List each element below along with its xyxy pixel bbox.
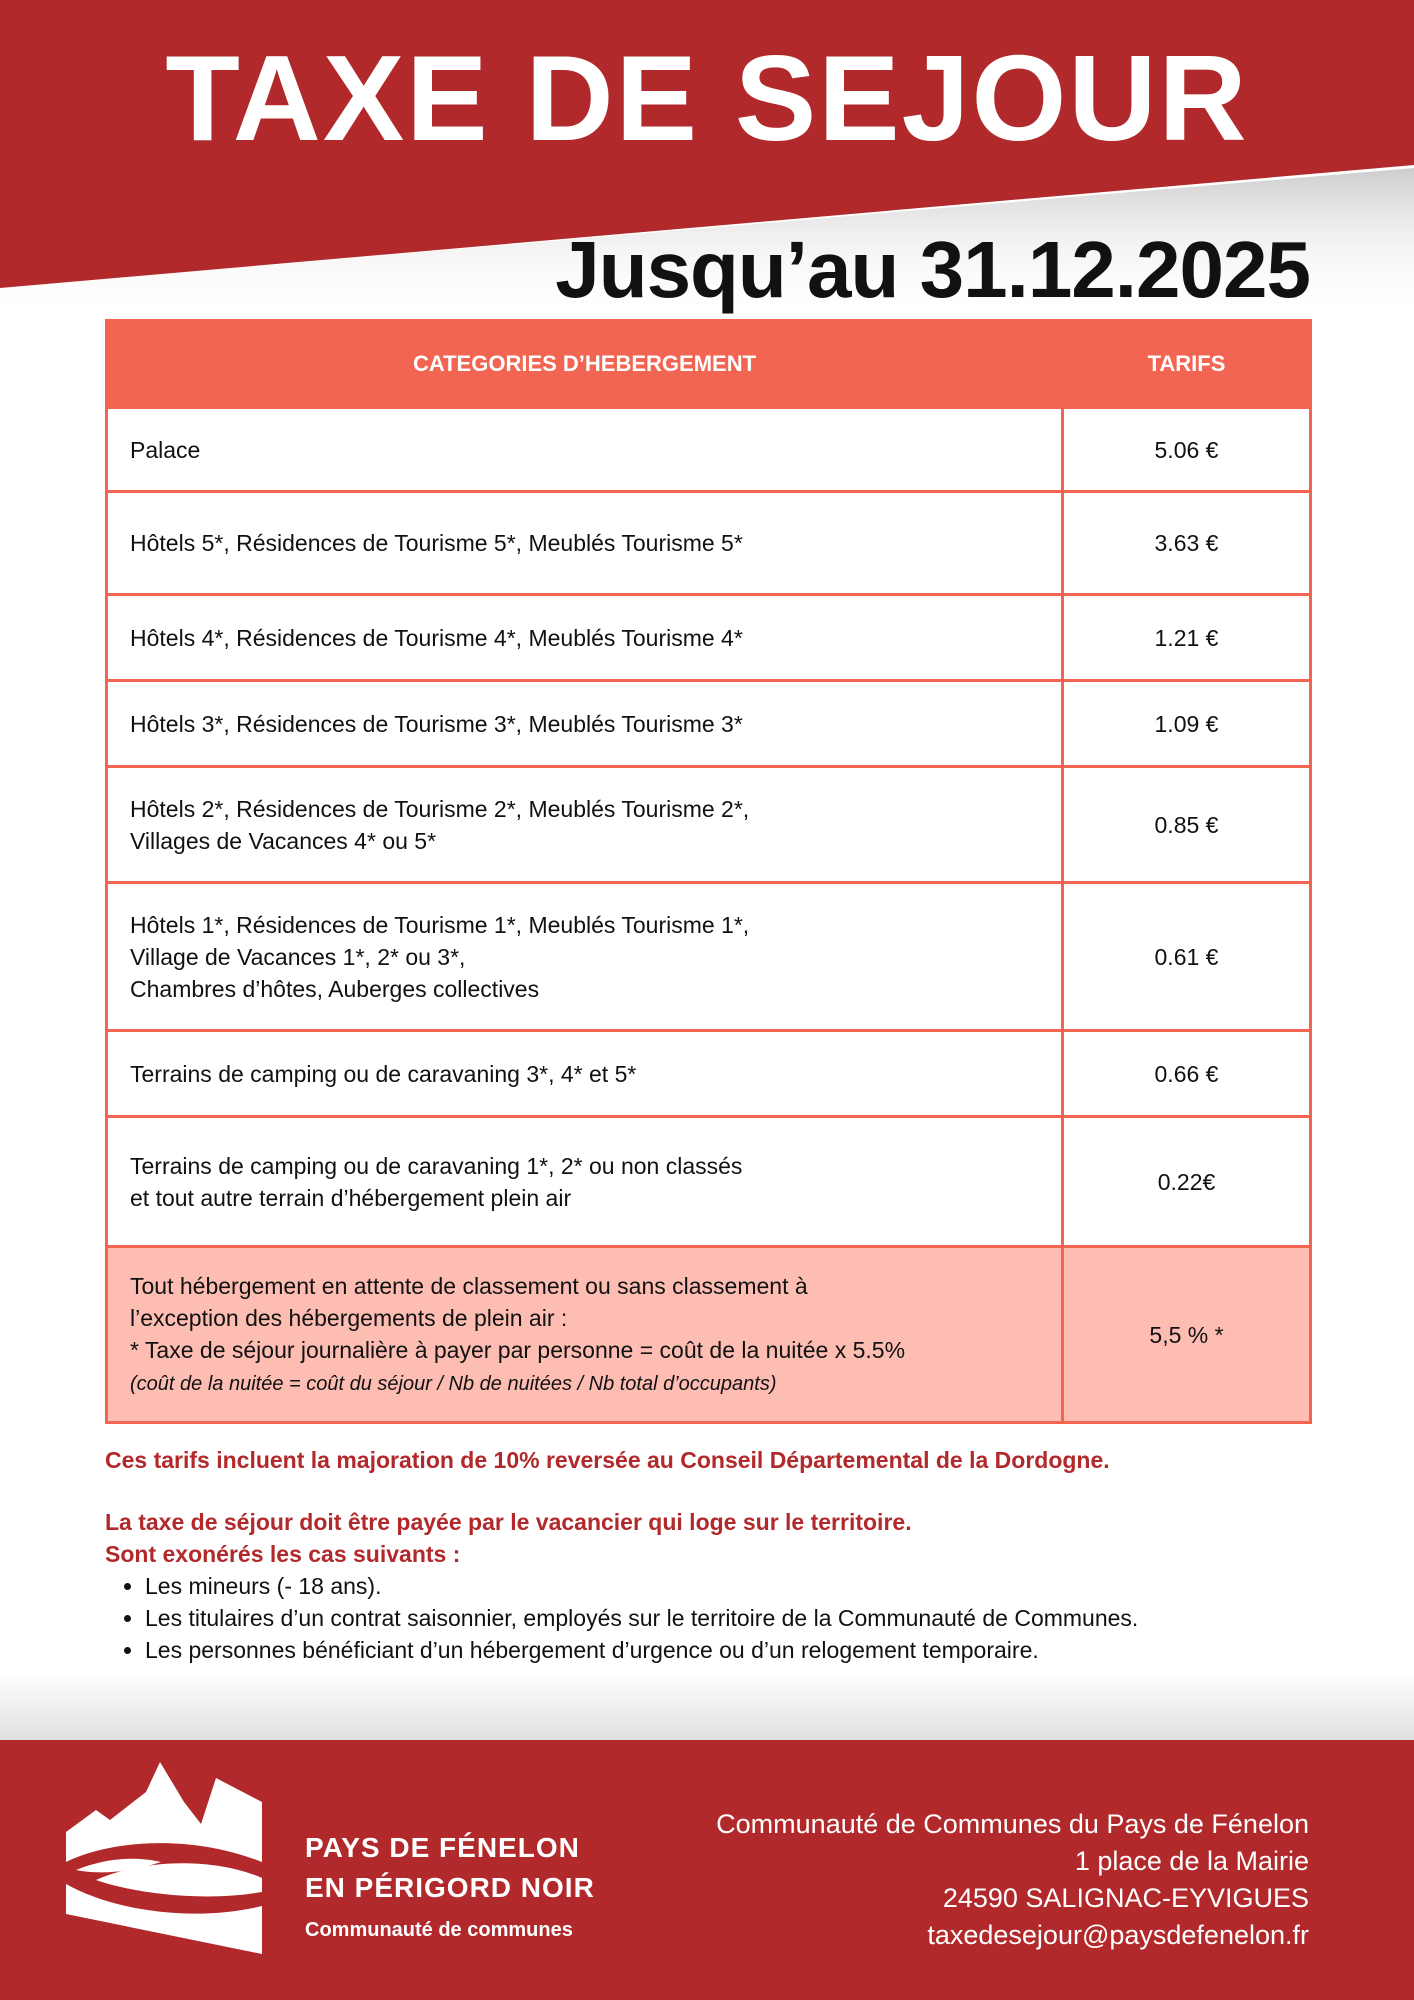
logo-line-1: PAYS DE FÉNELON xyxy=(305,1832,580,1863)
category-column-header: CATEGORIES D’HEBERGEMENT xyxy=(107,321,1063,408)
category-cell: Palace xyxy=(107,408,1063,492)
contact-email-link[interactable]: taxedesejour@paysdefenelon.fr xyxy=(927,1920,1309,1950)
exemptions-title: Sont exonérés les cas suivants : xyxy=(105,1541,461,1567)
rate-column-header: TARIFS xyxy=(1063,321,1311,408)
address-line-2: 24590 SALIGNAC-EYVIGUES xyxy=(942,1883,1309,1913)
exemptions-list xyxy=(105,1570,1325,1666)
category-cell: Hôtels 5*, Résidences de Tourisme 5*, Meublés Tourisme 5* xyxy=(107,492,1063,595)
notes-section xyxy=(105,1444,1325,1666)
list-item: • Les mineurs (- 18 ans). xyxy=(145,1570,1325,1602)
table-row xyxy=(107,681,1311,767)
table-row xyxy=(107,883,1311,1031)
unclassified-accommodation-row xyxy=(107,1247,1311,1423)
table-row xyxy=(107,595,1311,681)
footer xyxy=(0,1740,1414,2000)
logo-wordmark xyxy=(305,1828,595,1948)
rate-cell: 0.22€ xyxy=(1063,1117,1311,1247)
rate-cell: 5,5 % * xyxy=(1063,1247,1311,1423)
rate-cell: 1.21 € xyxy=(1063,595,1311,681)
address-line-1: 1 place de la Mairie xyxy=(1074,1846,1309,1876)
category-cell: Terrains de camping ou de caravaning 3*, 4* et 5* xyxy=(107,1031,1063,1117)
rate-cell: 5.06 € xyxy=(1063,408,1311,492)
logo-line-3: Communauté de communes xyxy=(305,1919,573,1941)
validity-date-subtitle: Jusqu’au 31.12.2025 xyxy=(555,225,1310,314)
rate-cell: 3.63 € xyxy=(1063,492,1311,595)
table-row xyxy=(107,1031,1311,1117)
category-cell: Hôtels 1*, Résidences de Tourisme 1*, Meublés Tourisme 1*, Village de Vacances 1*, 2* ou 3*, Chambres d’hôtes, Auberges collectives xyxy=(107,883,1063,1031)
table-header-row xyxy=(107,321,1311,408)
footer-shadow xyxy=(0,1670,1414,1740)
organization-name: Communauté de Communes du Pays de Fénelon xyxy=(716,1809,1309,1839)
table-row xyxy=(107,767,1311,883)
page-title: TAXE DE SEJOUR xyxy=(165,30,1249,166)
category-cell: Hôtels 4*, Résidences de Tourisme 4*, Meublés Tourisme 4* xyxy=(107,595,1063,681)
table-row xyxy=(107,492,1311,595)
category-cell: Tout hébergement en attente de classement ou sans classement à l’exception des hébergements de plein air : * Taxe de séjour journalière à payer par personne = coût de la nuitée x 5.5% (coût de la nuitée = coût du séjour / Nb de nuitées / Nb total d’occupants) xyxy=(107,1247,1063,1423)
mountain-river-logo-icon xyxy=(66,1762,262,1958)
category-cell: Hôtels 3*, Résidences de Tourisme 3*, Meublés Tourisme 3* xyxy=(107,681,1063,767)
category-cell: Hôtels 2*, Résidences de Tourisme 2*, Meublés Tourisme 2*, Villages de Vacances 4* ou 5* xyxy=(107,767,1063,883)
cost-formula-note: (coût de la nuitée = coût du séjour / Nb de nuitées / Nb total d’occupants) xyxy=(130,1372,777,1395)
logo-line-2: EN PÉRIGORD NOIR xyxy=(305,1872,595,1903)
list-item: • Les personnes bénéficiant d’un hébergement d’urgence ou d’un relogement temporaire. xyxy=(145,1634,1325,1666)
majoration-note: Ces tarifs incluent la majoration de 10% reversée au Conseil Départemental de la Dordogne. xyxy=(105,1447,1110,1473)
rate-cell: 0.66 € xyxy=(1063,1031,1311,1117)
table-row xyxy=(107,408,1311,492)
rate-cell: 0.85 € xyxy=(1063,767,1311,883)
payment-note: La taxe de séjour doit être payée par le vacancier qui loge sur le territoire. xyxy=(105,1509,912,1535)
list-item: • Les titulaires d’un contrat saisonnier, employés sur le territoire de la Communauté de Communes. xyxy=(145,1602,1325,1634)
table-row xyxy=(107,1117,1311,1247)
contact-block xyxy=(716,1806,1309,1954)
rate-cell: 1.09 € xyxy=(1063,681,1311,767)
category-cell: Terrains de camping ou de caravaning 1*, 2* ou non classés et tout autre terrain d’hébergement plein air xyxy=(107,1117,1063,1247)
rates-table xyxy=(105,319,1312,1424)
rate-cell: 0.61 € xyxy=(1063,883,1311,1031)
